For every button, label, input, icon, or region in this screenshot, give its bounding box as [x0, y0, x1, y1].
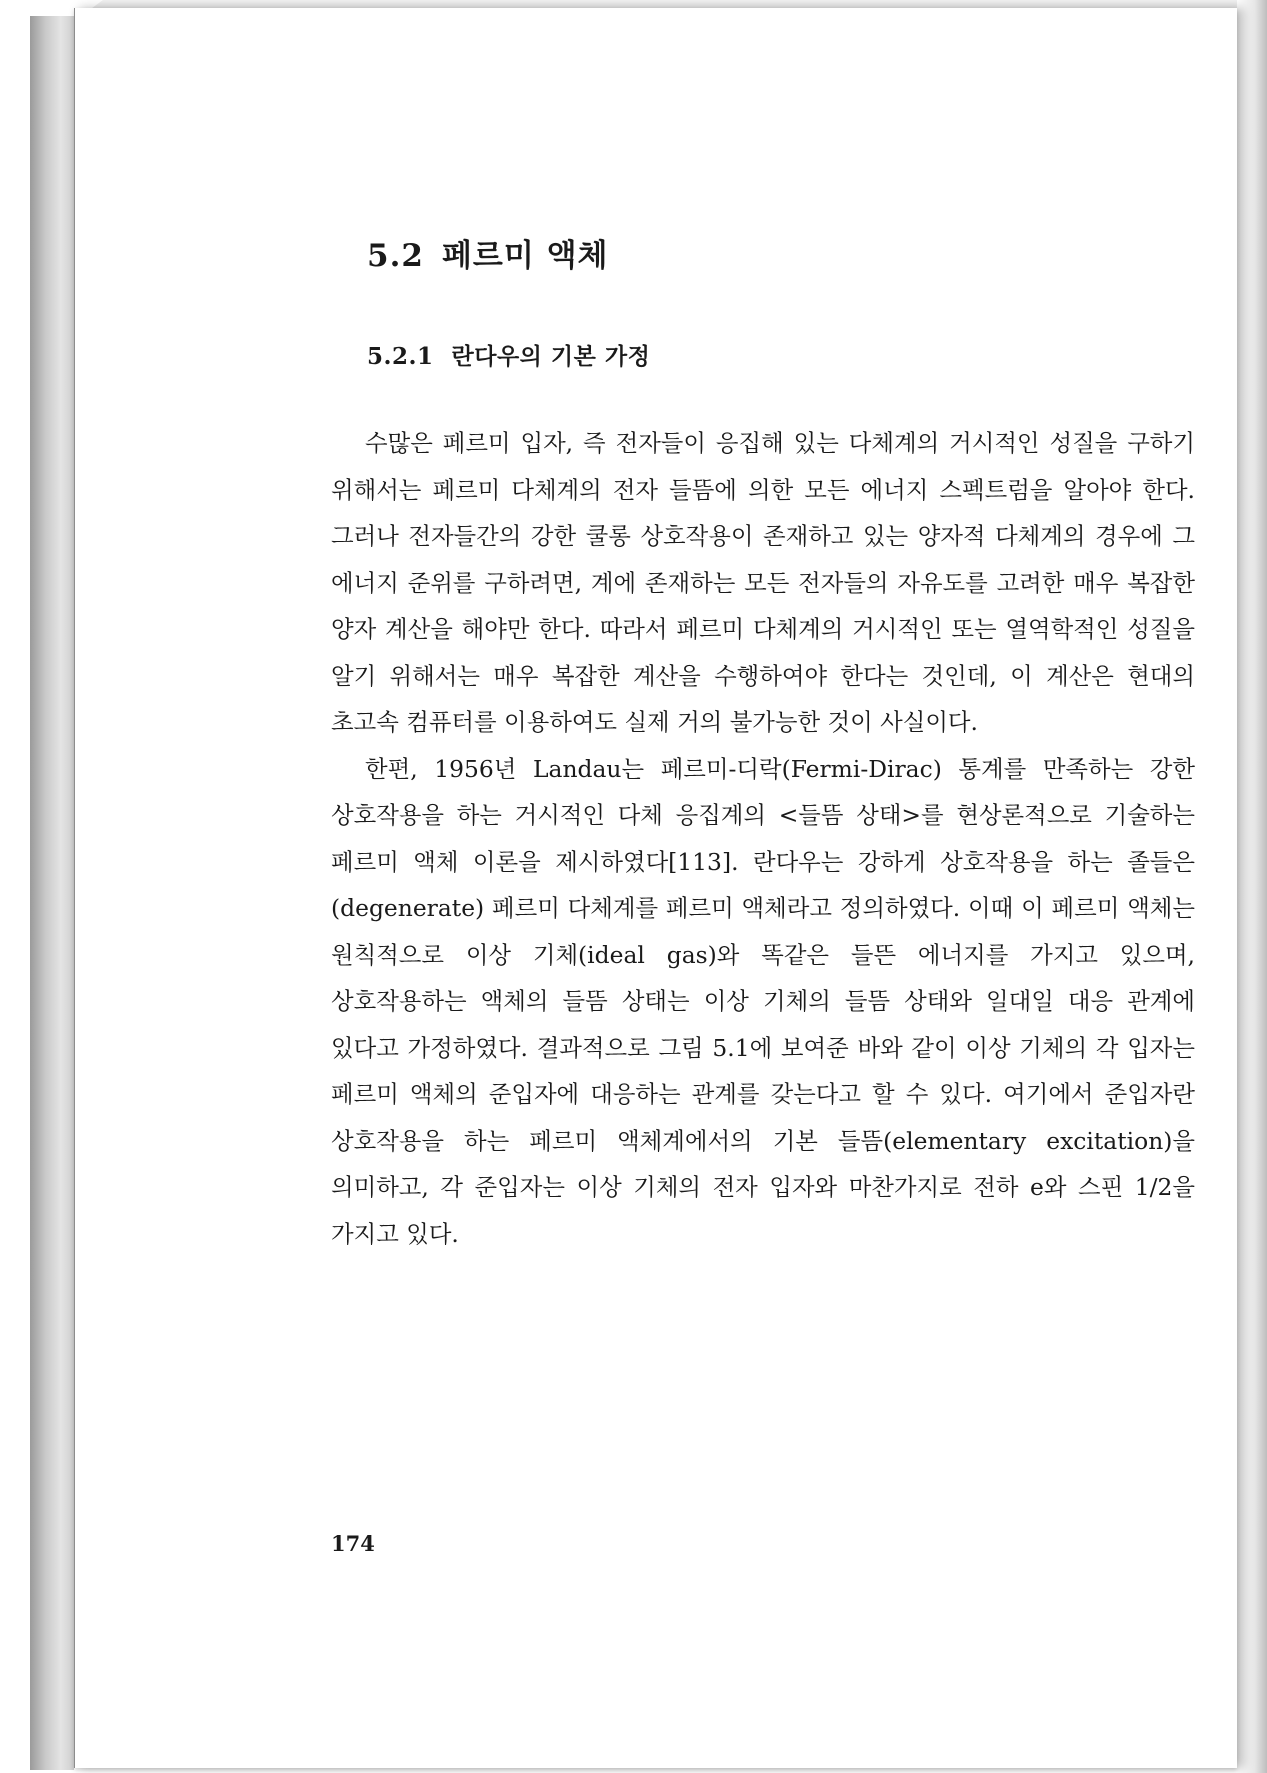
subsection-number: 5.2.1 [367, 343, 434, 370]
section-heading [367, 230, 608, 275]
paragraph-1: 수많은 페르미 입자, 즉 전자들이 응집해 있는 다체계의 거시적인 성질을 구하기 위해서는 페르미 다체계의 전자 들뜸에 의한 모든 에너지 스펙트럼을 알아야 한다. 그러나 전자들간의 강한 쿨롱 상호작용이 존재하고 있는 양자적 다체계의 경우에 그 에너지 준위를 구하려면, 계에 존재하는 모든 전자들의 자유도를 고려한 매우 복잡한 양자 계산을 해야만 한다. 따라서 페르미 다체계의 거시적인 또는 열역학적인 성질을 알기 위해서는 매우 복잡한 계산을 수행하여야 한다는 것인데, 이 계산은 현대의 초고속 컴퓨터를 이용하여도 실제 거의 불가능한 것이 사실이다. [331, 429, 1195, 736]
page-number: 174 [331, 1531, 375, 1556]
book-spine [30, 16, 74, 1770]
paragraph-2: 한편, 1956년 Landau는 페르미-디락(Fermi-Dirac) 통계를 만족하는 강한 상호작용을 하는 거시적인 다체 응집계의 <들뜸 상태>를 현상론적으로 기술하는 페르미 액체 이론을 제시하였다[113]. 란다우는 강하게 상호작용을 하는 졸들은(degenerate) 페르미 다체계를 페르미 액체라고 정의하였다. 이때 이 페르미 액체는 원칙적으로 이상 기체(ideal gas)와 똑같은 들뜬 에너지를 가지고 있으며, 상호작용하는 액체의 들뜸 상태는 이상 기체의 들뜸 상태와 일대일 대응 관계에 있다고 가정하였다. 결과적으로 그림 5.1에 보여준 바와 같이 이상 기체의 각 입자는 페르미 액체의 준입자에 대응하는 관계를 갖는다고 할 수 있다. 여기에서 준입자란 상호작용을 하는 페르미 액체계에서의 기본 들뜸(elementary excitation)을 의미하고, 각 준입자는 이상 기체의 전자 입자와 마찬가지로 전하 e와 스핀 1/2을 가지고 있다. [331, 754, 1195, 1248]
page-right-edge [1237, 0, 1267, 1773]
book-page [74, 8, 1237, 1768]
section-title: 페르미 액체 [441, 238, 609, 274]
subsection-title: 란다우의 기본 가정 [451, 343, 651, 370]
body-text [331, 420, 1195, 1257]
subsection-heading [367, 338, 650, 371]
section-number: 5.2 [367, 238, 424, 274]
